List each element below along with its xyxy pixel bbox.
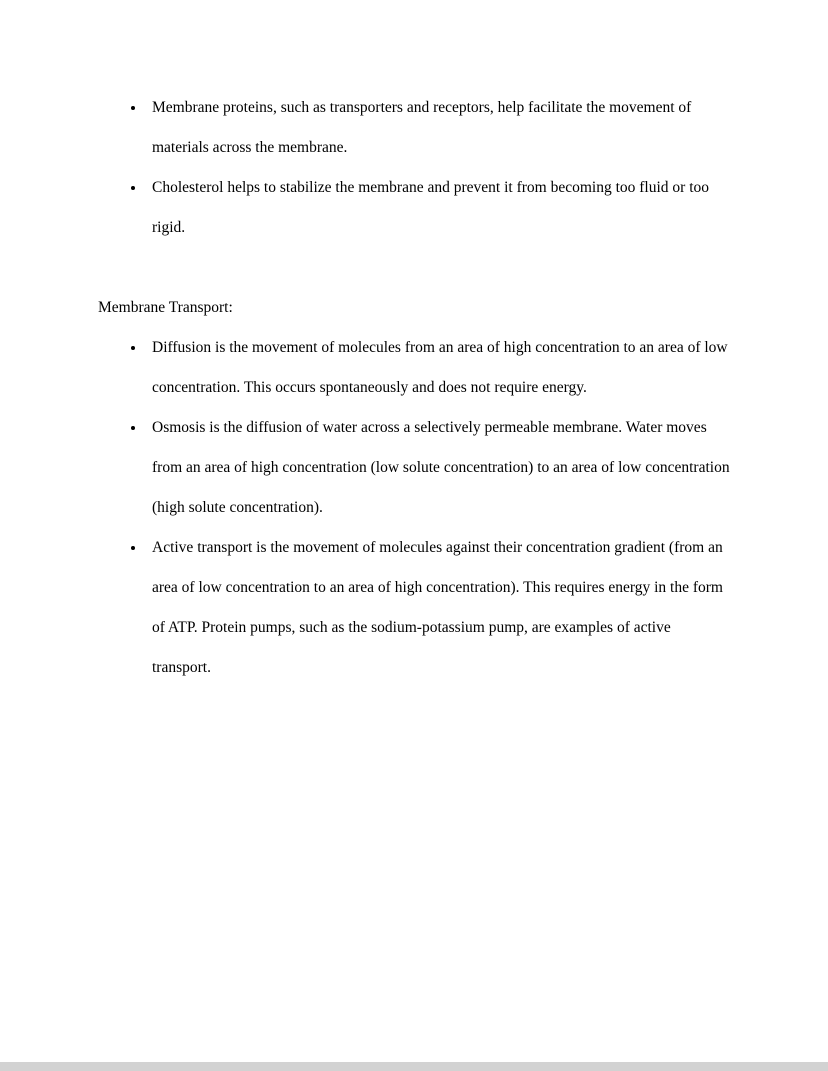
- page-bottom-edge: [0, 1062, 828, 1071]
- list-item: [146, 168, 730, 248]
- list-item-text: Cholesterol helps to stabilize the membrane and prevent it from becoming too fluid or too rigid.: [152, 179, 710, 236]
- list-item: [146, 408, 730, 528]
- bullet-list-membrane-structure: [98, 88, 730, 248]
- list-item-text: Active transport is the movement of molecules against their concentration gradient (from an area of low concentration to an area of high concentration). This requires energy in the form of ATP. Protein pumps, such as the sodium-potassium pump, are examples of active transport.: [152, 539, 723, 676]
- list-item: [146, 528, 730, 688]
- section-heading-membrane-transport: Membrane Transport:: [98, 299, 233, 316]
- bullet-list-membrane-transport: [98, 328, 730, 688]
- list-item: [146, 328, 730, 408]
- list-item-text: Diffusion is the movement of molecules from an area of high concentration to an area of low concentration. This occurs spontaneously and does not require energy.: [152, 339, 728, 396]
- list-item-text: Membrane proteins, such as transporters and receptors, help facilitate the movement of materials across the membrane.: [152, 99, 692, 156]
- list-item: [146, 88, 730, 168]
- list-item-text: Osmosis is the diffusion of water across a selectively permeable membrane. Water moves from an area of high concentration (low solute concentration) to an area of low concentration (high solute concentration).: [152, 419, 730, 516]
